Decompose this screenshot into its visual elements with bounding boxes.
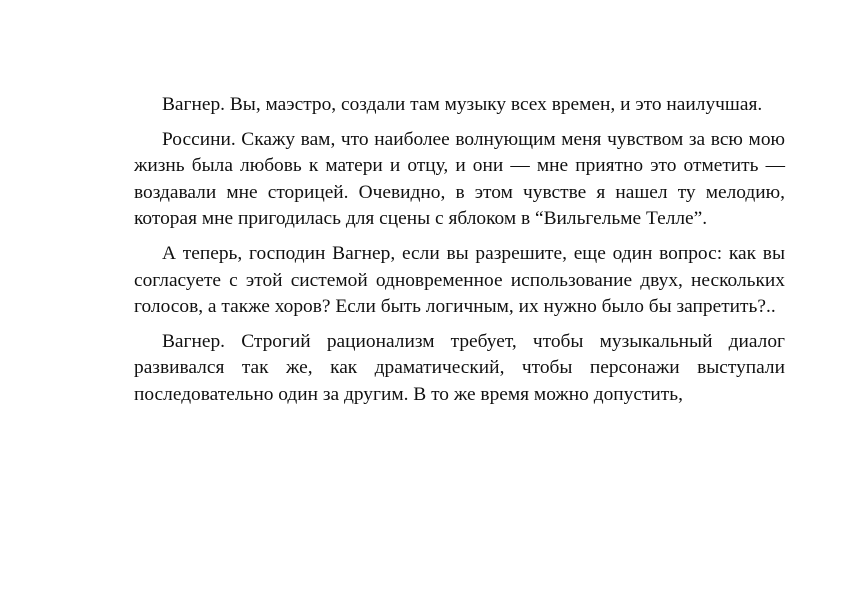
body-text: [134, 92, 785, 417]
paragraph-wagner-rationalism: Вагнер. Строгий рационализм требует, чтобы музыкальный диалог развивался так же, как драматический, чтобы персонажи выступали последовательно один за другим. В то же время можно допустить,: [134, 330, 785, 405]
paragraph-rossini-question: А теперь, господин Вагнер, если вы разрешите, еще один вопрос: как вы согласуете с этой системой одновременное использование двух, нескольких голосов, а также хоров? Если быть логичным, их нужно было бы запретить?..: [134, 242, 785, 318]
paragraph-wagner-reply: Вагнер. Вы, маэстро, создали там музыку всех времен, и это наилучшая.: [162, 94, 763, 115]
paragraph-rossini-answer: Россини. Скажу вам, что наиболее волнующим меня чувством за всю мою жизнь была любовь к матери и отцу, и они — мне приятно это отметить — воздавали мне сторицей. Очевидно, в этом чувстве я нашел ту мелодию, которая мне пригодилась для сцены с яблоком в “Вильгельме Телле”.: [134, 128, 785, 230]
